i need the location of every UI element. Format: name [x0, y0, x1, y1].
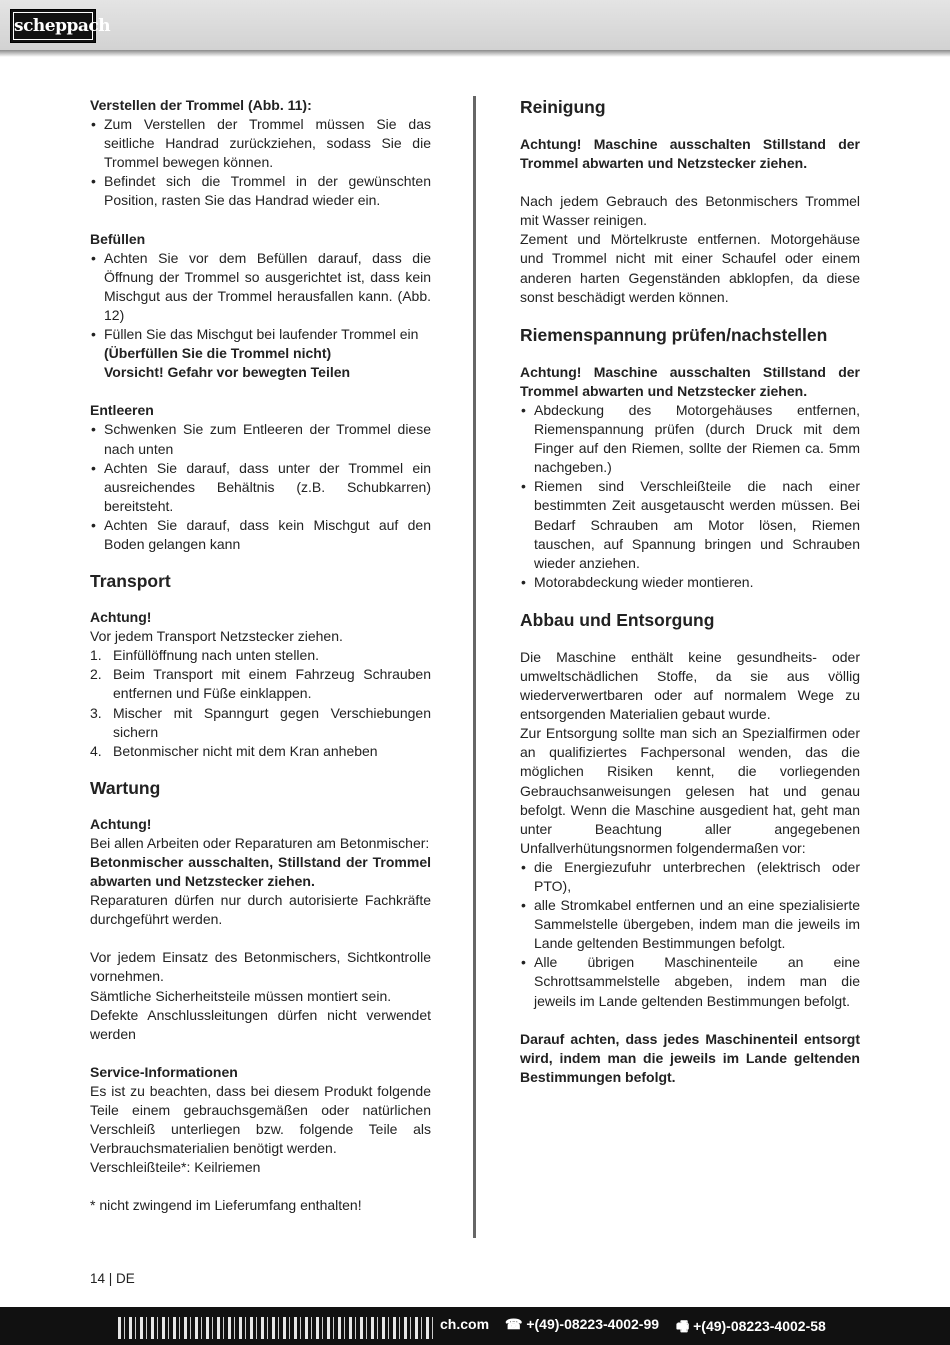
step-text: Einfüllöffnung nach unten stellen.	[113, 647, 320, 664]
section-title-empty: Entleeren	[90, 402, 154, 419]
list-item	[90, 646, 431, 665]
empty-list	[90, 420, 431, 554]
transport-intro: Vor jedem Transport Netzstecker ziehen.	[90, 628, 343, 645]
list-item: • Achten Sie darauf, dass kein Mischgut auf den Boden gelangen kann	[90, 516, 431, 554]
step-number: 1.	[90, 647, 102, 664]
step-number: 2.	[90, 666, 102, 683]
step-number: 4.	[90, 742, 102, 759]
fill-warning-moving-parts: Vorsicht! Gefahr vor bewegten Teilen	[104, 364, 351, 381]
page-header	[0, 0, 950, 50]
belt-list	[520, 401, 860, 592]
disposal-text: Zur Entsorgung sollte man sich an Spezialfirmen oder an qualifiziertes Fachpersonal wenden, das die möglichen Risiken kennt, die vorliegenden Gebrauchsanweisungen gelesen hat und genau befolgt. Wenn die Maschine ausgedient hat, geht man unter Beachtung aller angegebenen Unfallverhütungsnormen folgendermaßen vor:	[520, 725, 860, 856]
maintenance-text: Vor jedem Einsatz des Betonmischers, Sichtkontrolle vornehmen.	[90, 949, 431, 985]
list-item	[90, 704, 431, 742]
heading-maintenance: Wartung	[90, 777, 161, 798]
right-column	[520, 96, 860, 1087]
list-item: • alle Stromkabel entfernen und an eine spezialisierte Sammelstelle übergeben, indem man die jeweils im Lande geltenden Bestimmungen befolgt.	[520, 896, 860, 953]
section-title-fill: Befüllen	[90, 230, 146, 247]
disposal-list	[520, 858, 860, 1011]
list-item: • Motorabdeckung wieder montieren.	[520, 573, 860, 592]
list-item: • Riemen sind Verschleißteile die nach einer bestimmten Zeit ausgetauscht werden müssen. Bei Bedarf Schrauben am Motor lösen, Riemen tauschen, auf Spannung bringen und Schrauben wieder anziehen.	[520, 477, 860, 572]
belt-warning: Achtung! Maschine ausschalten Stillstand der Trommel abwarten und Netzstecker ziehen.	[520, 363, 860, 399]
header-shadow	[0, 50, 950, 57]
logo-text: scheppach	[13, 12, 93, 40]
list-item: • Schwenken Sie zum Entleeren der Trommel diese nach unten	[90, 420, 431, 458]
step-number: 3.	[90, 704, 102, 721]
maintenance-warning: Achtung!	[90, 815, 152, 832]
list-item	[90, 742, 431, 761]
service-text: Es ist zu beachten, dass bei diesem Produkt folgende Teile einem gebrauchsgemäßen oder natürlichen Verschleiß unterliegen bzw. folgende Teile als Verbrauchsmaterialien benötigt werden.	[90, 1082, 431, 1157]
list-item: • Alle übrigen Maschinenteile an eine Schrottsammelstelle abgeben, indem man die jeweils im Lande geltenden Bestimmungen befolgt.	[520, 953, 860, 1010]
cleaning-warning: Achtung! Maschine ausschalten Stillstand der Trommel abwarten und Netzstecker ziehen.	[520, 136, 860, 172]
list-item: • Abdeckung des Motorgehäuses entfernen, Riemenspannung prüfen (durch Druck mit dem Finger auf den Riemen, sollte der Riemen ca. 5mm nachgeben.)	[520, 401, 860, 477]
list-item: • die Energiezufuhr unterbrechen (elektrisch oder PTO),	[520, 858, 860, 896]
list-item: • Befindet sich die Trommel in der gewünschten Position, rasten Sie das Handrad wieder ein.	[90, 172, 431, 210]
cleaning-text: Zement und Mörtelkruste entfernen. Motorgehäuse und Trommel nicht mit einer Schaufel oder einem anderen harten Gegenständen abklopfen, da diese sonst beschädigt werden können.	[520, 231, 860, 305]
heading-transport: Transport	[90, 571, 171, 592]
cleaning-text: Nach jedem Gebrauch des Betonmischers Trommel mit Wasser reinigen.	[520, 193, 860, 229]
adjust-drum-list	[90, 115, 431, 210]
footer-url-text[interactable]: ch.com	[440, 1316, 490, 1332]
section-title-adjust-drum: Verstellen der Trommel (Abb. 11):	[90, 97, 312, 113]
step-text: Mischer mit Spanngurt gegen Verschiebungen sichern	[113, 704, 431, 740]
list-item	[90, 325, 431, 382]
fill-list	[90, 249, 431, 383]
fill-warning-overfill: (Überfüllen Sie die Trommel nicht)	[104, 345, 332, 362]
heading-cleaning: Reinigung	[520, 97, 606, 117]
wear-parts: Verschleißteile*: Keilriemen	[90, 1159, 261, 1176]
fill-item-text: Füllen Sie das Mischgut bei laufender Trommel ein	[104, 326, 419, 343]
maintenance-bold-instruction: Betonmischer ausschalten, Stillstand der Trommel abwarten und Netzstecker ziehen.	[90, 854, 431, 890]
footer-fax: 🖷 +(49)-08223-4002-58	[676, 1318, 826, 1334]
list-item: • Zum Verstellen der Trommel müssen Sie das seitliche Handrad zurückziehen, sodass Sie die Trommel bewegen können.	[90, 115, 431, 172]
list-item	[90, 665, 431, 703]
footer-url-graphic	[118, 1317, 434, 1339]
maintenance-text: Reparaturen dürfen nur durch autorisierte Fachkräfte durchgeführt werden.	[90, 892, 431, 928]
list-item: • Achten Sie vor dem Befüllen darauf, dass die Öffnung der Trommel so ausgerichtet ist, dass kein Mischgut aus der Trommel herausfallen kann. (Abb. 12)	[90, 249, 431, 325]
step-text: Betonmischer nicht mit dem Kran anheben	[113, 742, 378, 759]
page-number: 14 | DE	[90, 1271, 135, 1286]
disposal-text: Die Maschine enthält keine gesundheits- oder umweltschädlichen Stoffe, da sie aus völlig wiederverwertbaren oder auf normalem Wege zu entsorgenden Materialien gebaut wurde.	[520, 648, 860, 723]
maintenance-text: Sämtliche Sicherheitsteile müssen montiert sein.	[90, 987, 392, 1004]
scheppach-logo	[10, 9, 111, 43]
heading-disposal: Abbau und Entsorgung	[520, 609, 715, 630]
left-column	[90, 96, 431, 1216]
footnote: * nicht zwingend im Lieferumfang enthalten!	[90, 1197, 362, 1214]
transport-warning: Achtung!	[90, 609, 152, 626]
disposal-final-note: Darauf achten, dass jedes Maschinenteil entsorgt wird, indem man die jeweils im Lande geltenden Bestimmungen befolgt.	[520, 1030, 860, 1085]
section-title-service: Service-Informationen	[90, 1063, 238, 1080]
column-divider	[473, 96, 476, 1238]
footer-phone: ☎ +(49)-08223-4002-99	[505, 1316, 660, 1332]
heading-belt-tension: Riemenspannung prüfen/nachstellen	[520, 324, 828, 345]
step-text: Beim Transport mit einem Fahrzeug Schrauben entfernen und Füße einklappen.	[113, 666, 431, 702]
transport-steps	[90, 646, 431, 761]
maintenance-text: Defekte Anschlussleitungen dürfen nicht verwendet werden	[90, 1006, 431, 1042]
list-item: • Achten Sie darauf, dass unter der Trommel ein ausreichendes Behältnis (z.B. Schubkarren) bereitsteht.	[90, 459, 431, 516]
maintenance-text: Bei allen Arbeiten oder Reparaturen am Betonmischer:	[90, 834, 430, 851]
